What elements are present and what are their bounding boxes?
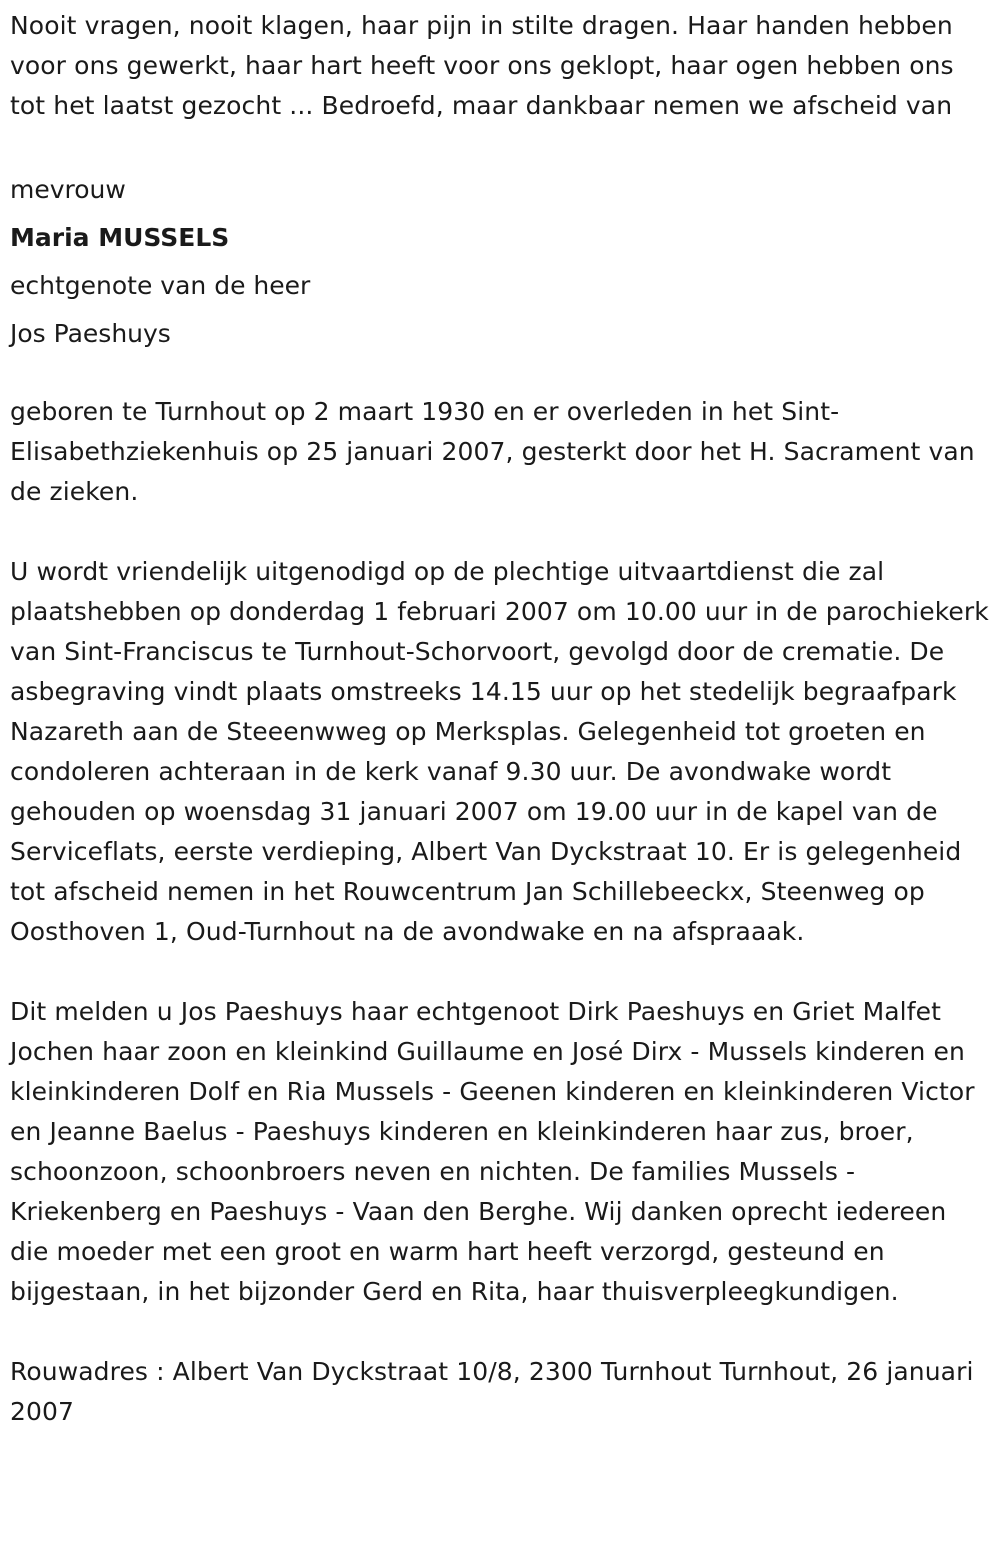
deceased-name: Maria MUSSELS <box>10 223 230 252</box>
deceased-block <box>10 166 990 358</box>
family-paragraph: Dit melden u Jos Paeshuys haar echtgenoot Dirk Paeshuys en Griet Malfet Jochen haar zoon en kleinkind Guillaume en José Dirx - Mussels kinderen en kleinkinderen Dolf en Ria Mussels - Geenen kinderen en kleinkinderen Victor en Jeanne Baelus - Paeshuys kinderen en kleinkinderen haar zus, broer, schoonzoon, schoonbroers neven en nichten. De families Mussels - Kriekenberg en Paeshuys - Vaan den Berghe. Wij danken oprecht iedereen die moeder met een groot en warm hart heeft verzorgd, gesteund en bijgestaan, in het bijzonder Gerd en Rita, haar thuisverpleegkundigen. <box>10 997 975 1306</box>
deceased-relation: echtgenote van de heer <box>10 271 311 300</box>
spouse-name: Jos Paeshuys <box>10 319 171 348</box>
spacer <box>10 358 990 392</box>
birth-death-paragraph: geboren te Turnhout op 2 maart 1930 en er overleden in het Sint-Elisabethziekenhuis op 25 januari 2007, gesterkt door het H. Sacrament van de zieken. <box>10 397 975 506</box>
address-paragraph: Rouwadres : Albert Van Dyckstraat 10/8, 2300 Turnhout Turnhout, 26 januari 2007 <box>10 1357 974 1426</box>
spacer <box>10 1312 990 1352</box>
spacer <box>10 512 990 552</box>
spacer <box>10 952 990 992</box>
spacer <box>10 126 990 166</box>
deceased-title: mevrouw <box>10 175 126 204</box>
funeral-paragraph: U wordt vriendelijk uitgenodigd op de plechtige uitvaartdienst die zal plaatshebben op donderdag 1 februari 2007 om 10.00 uur in de parochiekerk van Sint-Franciscus te Turnhout-Schorvoort, gevolgd door de crematie. De asbegraving vindt plaats omstreeks 14.15 uur op het stedelijk begraafpark Nazareth aan de Steeenwweg op Merksplas. Gelegenheid tot groeten en condoleren achteraan in de kerk vanaf 9.30 uur. De avondwake wordt gehouden op woensdag 31 januari 2007 om 19.00 uur in de kapel van de Serviceflats, eerste verdieping, Albert Van Dyckstraat 10. Er is gelegenheid tot afscheid nemen in het Rouwcentrum Jan Schillebeeckx, Steenweg op Oosthoven 1, Oud-Turnhout na de avondwake en na afspraaak. <box>10 557 989 946</box>
intro-paragraph: Nooit vragen, nooit klagen, haar pijn in stilte dragen. Haar handen hebben voor ons gewerkt, haar hart heeft voor ons geklopt, haar ogen hebben ons tot het laatst gezocht ... Bedroefd, maar dankbaar nemen we afscheid van <box>10 11 954 120</box>
